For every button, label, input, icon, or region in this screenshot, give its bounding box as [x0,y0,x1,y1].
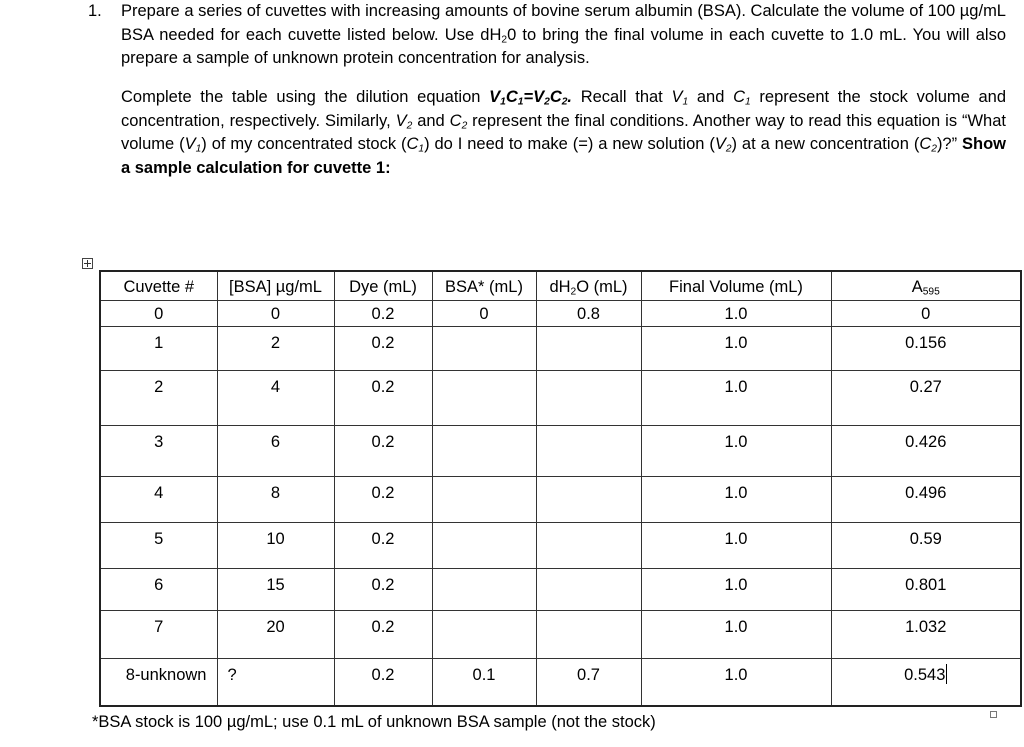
table-row [100,611,1021,659]
cell-cuvette[interactable]: 3 [100,426,217,477]
cell-water[interactable] [536,523,641,569]
cell-bsa-vol[interactable] [432,569,536,611]
cell-final-vol[interactable]: 1.0 [641,523,831,569]
cell-cuvette[interactable]: 0 [100,300,217,327]
cell-final-vol[interactable]: 1.0 [641,371,831,426]
cell-absorbance[interactable]: 0.426 [831,426,1021,477]
instr-s6: represent the final conditions. Another way to read this equation is “What volume ( [121,111,1006,153]
table-footnote: *BSA stock is 100 µg/mL; use 0.1 mL of unknown BSA sample (not the stock) [92,713,656,731]
var-c1-b: $C_1$ [406,135,425,155]
cell-cuvette[interactable]: 6 [100,569,217,611]
var-v2: $V_2$ [395,111,413,132]
cell-final-vol[interactable]: 1.0 [641,611,831,659]
cell-bsa-conc[interactable]: 4 [217,371,334,426]
cell-absorbance-value: 0.543 [904,666,946,684]
cell-absorbance[interactable]: 1.032 [831,611,1021,659]
cell-final-vol[interactable]: 1.0 [641,300,831,327]
cell-water[interactable] [536,569,641,611]
eq-v1: V [489,88,501,106]
var-v1: $V_1$ [671,88,689,108]
cell-dye[interactable]: 0.2 [334,523,432,569]
cell-bsa-conc[interactable]: 2 [217,327,334,371]
cell-dye[interactable]: 0.2 [334,611,432,659]
instr-s7: ) of my concentrated stock ( [201,135,407,153]
header-dye: Dye (mL) [334,271,432,300]
table-row [100,371,1021,426]
dilution-equation [489,88,572,106]
var-c1: $C_1$ [733,88,751,108]
cell-cuvette[interactable]: 1 [100,327,217,371]
eq-v1-sub: 1 [500,96,506,108]
header-absorbance: $A_{595}$ [831,271,1021,300]
instr-bold-end: Show a sample calculation for cuvette 1: [121,135,1007,177]
header-bsa-vol: BSA* (mL) [432,271,536,300]
question-instructions [121,86,1006,180]
resize-square-icon[interactable] [990,711,997,718]
table-row [100,523,1021,569]
cell-final-vol[interactable]: 1.0 [641,659,831,706]
intro-water-subscript: 2 [501,34,508,46]
cell-bsa-vol[interactable] [432,477,536,523]
cell-absorbance[interactable]: 0.801 [831,569,1021,611]
cell-final-vol[interactable]: 1.0 [641,569,831,611]
cell-bsa-conc[interactable]: 20 [217,611,334,659]
cell-water[interactable] [536,327,641,371]
cell-water[interactable] [536,477,641,523]
cell-bsa-vol[interactable]: 0.1 [432,659,536,706]
cell-bsa-conc[interactable]: 15 [217,569,334,611]
instr-s5: and [412,111,450,130]
cell-absorbance[interactable]: 0 [831,300,1021,327]
eq-v2-sub: 2 [544,96,550,108]
var-c2: $C_2$ [449,111,468,132]
cell-dye[interactable]: 0.2 [334,300,432,327]
plus-move-icon[interactable] [82,258,93,269]
header-cuvette: Cuvette # [100,271,217,300]
instr-s1: Complete the table using the dilution equation [121,88,490,106]
eq-c2: C [549,88,562,106]
bsa-table [99,270,1022,707]
var-v2-b: $V_2$ [714,135,732,155]
cell-cuvette[interactable]: 7 [100,611,217,659]
cell-absorbance-active[interactable] [831,659,1021,706]
cell-final-vol[interactable]: 1.0 [641,327,831,371]
instr-s3: and [688,88,734,106]
cell-bsa-vol[interactable]: 0 [432,300,536,327]
table-row [100,300,1021,327]
eq-c2-sub: 2 [561,96,568,108]
cell-final-vol[interactable]: 1.0 [641,426,831,477]
header-final-vol: Final Volume (mL) [641,271,831,300]
cell-bsa-vol[interactable] [432,523,536,569]
cell-absorbance[interactable]: 0.156 [831,327,1021,371]
cell-water[interactable] [536,371,641,426]
cell-dye[interactable]: 0.2 [334,569,432,611]
cell-cuvette[interactable]: 2 [100,371,217,426]
eq-c1: C [505,88,518,106]
cell-dye[interactable]: 0.2 [334,659,432,706]
table-row [100,426,1021,477]
cell-water[interactable] [536,426,641,477]
var-v1-b: $V_1$ [184,135,202,155]
eq-v2: V [533,88,545,106]
question-intro [121,0,1006,71]
cell-dye[interactable]: 0.2 [334,426,432,477]
intro-text-b: 0 to bring the final volume in each cuvette to 1.0 mL. You will also prepare a sample of unknown protein concentration for analysis. [121,25,1006,67]
cell-dye[interactable]: 0.2 [334,371,432,426]
cell-dye[interactable]: 0.2 [334,477,432,523]
cell-water[interactable]: 0.7 [536,659,641,706]
cell-bsa-vol[interactable] [432,611,536,659]
cell-absorbance[interactable]: 0.496 [831,477,1021,523]
cell-absorbance[interactable]: 0.59 [831,523,1021,569]
cell-bsa-conc[interactable]: ? [217,659,334,706]
question-number: 1. [88,2,102,20]
cell-bsa-conc[interactable]: 6 [217,426,334,477]
table-row [100,569,1021,611]
instr-s2: Recall that [572,88,672,106]
table-row [100,327,1021,371]
table-row [100,477,1021,523]
table-row [100,659,1021,706]
instr-s10: )?” [936,135,963,153]
instr-s8: ) do I need to make (=) a new solution ( [424,135,715,153]
intro-text-a: Prepare a series of cuvettes with increasing amounts of bovine serum albumin (BSA). Calculate the volume of 100 µg/mL BSA needed for each cuvette listed below. Use dH [121,2,1006,44]
table-header-row [100,271,1021,300]
eq-equals: = [523,88,534,106]
instr-s4: represent the stock volume and concentration, respectively. Similarly, [121,88,1007,130]
eq-c1-sub: 1 [517,96,524,108]
cell-bsa-vol[interactable] [432,327,536,371]
eq-dot: . [567,88,573,106]
cell-water[interactable]: 0.8 [536,300,641,327]
var-c2-b: $C_2$ [919,135,937,155]
cell-cuvette[interactable]: 5 [100,523,217,569]
cell-water[interactable] [536,611,641,659]
cell-dye[interactable]: 0.2 [334,327,432,371]
cell-bsa-conc[interactable]: 0 [217,300,334,327]
header-bsa-conc: [BSA] µg/mL [217,271,334,300]
header-water: $dH_2O$ (mL) [536,271,641,300]
cell-final-vol[interactable]: 1.0 [641,477,831,523]
cell-absorbance[interactable]: 0.27 [831,371,1021,426]
cell-cuvette[interactable]: 8-unknown [100,659,217,706]
cell-bsa-vol[interactable] [432,371,536,426]
cell-cuvette[interactable]: 4 [100,477,217,523]
cell-bsa-conc[interactable]: 10 [217,523,334,569]
instr-s9: ) at a new concentration ( [731,135,920,153]
text-cursor [946,664,947,684]
cell-bsa-conc[interactable]: 8 [217,477,334,523]
cell-bsa-vol[interactable] [432,426,536,477]
